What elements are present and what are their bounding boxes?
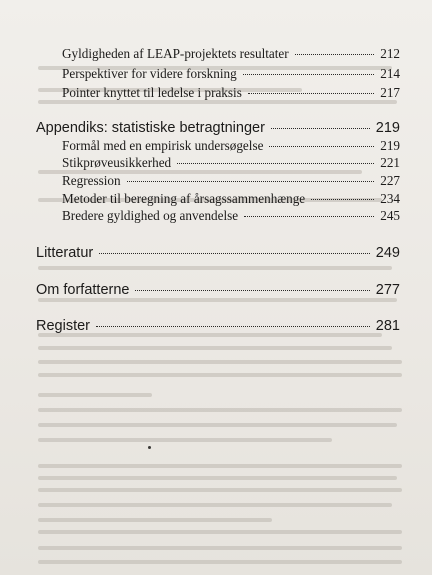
toc-entry-page: 221 <box>380 155 400 170</box>
toc-entry[interactable] <box>62 191 400 207</box>
toc-entry[interactable] <box>62 155 400 171</box>
toc-chapter-title: Om forfatterne <box>36 282 130 298</box>
toc-chapter-title: Litteratur <box>36 245 94 261</box>
toc-chapter-page: 277 <box>375 282 400 298</box>
toc-chapter[interactable] <box>36 318 400 334</box>
dot-leader <box>99 253 370 254</box>
dot-leader <box>127 181 375 182</box>
toc-entry-title: Bredere gyldighed og anvendelse <box>62 208 239 223</box>
toc-entry-title: Formål med en empirisk undersøgelse <box>62 138 264 153</box>
dot-leader <box>177 163 374 164</box>
toc-chapter[interactable] <box>36 245 400 261</box>
ink-speck <box>148 446 151 449</box>
toc-entry[interactable] <box>62 208 400 224</box>
toc-chapter[interactable] <box>36 120 400 136</box>
toc-entry[interactable] <box>62 173 400 189</box>
toc-entry-page: 214 <box>380 66 400 81</box>
toc-entry-page: 219 <box>380 138 400 153</box>
toc-entry[interactable] <box>62 85 400 101</box>
toc-entry[interactable] <box>62 46 400 62</box>
toc-entry-page: 217 <box>380 85 400 100</box>
toc-entry-title: Metoder til beregning af årsagssammenhænge <box>62 191 306 206</box>
dot-leader <box>244 216 374 217</box>
toc-entry-page: 212 <box>380 46 400 61</box>
dot-leader <box>269 146 374 147</box>
dot-leader <box>295 54 375 55</box>
toc-chapter-title: Appendiks: statistiske betragtninger <box>36 120 265 136</box>
dot-leader <box>271 128 370 129</box>
dot-leader <box>311 199 374 200</box>
dot-leader <box>248 93 374 94</box>
toc-entry-title: Regression <box>62 173 121 188</box>
toc-entry-title: Stikprøveusikkerhed <box>62 155 172 170</box>
toc-entry[interactable] <box>62 138 400 154</box>
toc-entry-page: 227 <box>380 173 400 188</box>
toc-chapter-page: 281 <box>375 318 400 334</box>
toc-chapter-page: 249 <box>375 245 400 261</box>
toc-entry-title: Perspektiver for videre forskning <box>62 66 237 81</box>
dot-leader <box>96 326 370 327</box>
toc-entry[interactable] <box>62 66 400 82</box>
toc-entry-title: Pointer knyttet til ledelse i praksis <box>62 85 242 100</box>
toc-chapter-title: Register <box>36 318 90 334</box>
toc-entry-page: 245 <box>380 208 400 223</box>
toc-chapter-page: 219 <box>375 120 400 136</box>
dot-leader <box>135 290 369 291</box>
toc-entry-title: Gyldigheden af LEAP-projektets resultater <box>62 46 289 61</box>
dot-leader <box>243 74 375 75</box>
toc-chapter[interactable] <box>36 282 400 298</box>
toc-entry-page: 234 <box>380 191 400 206</box>
